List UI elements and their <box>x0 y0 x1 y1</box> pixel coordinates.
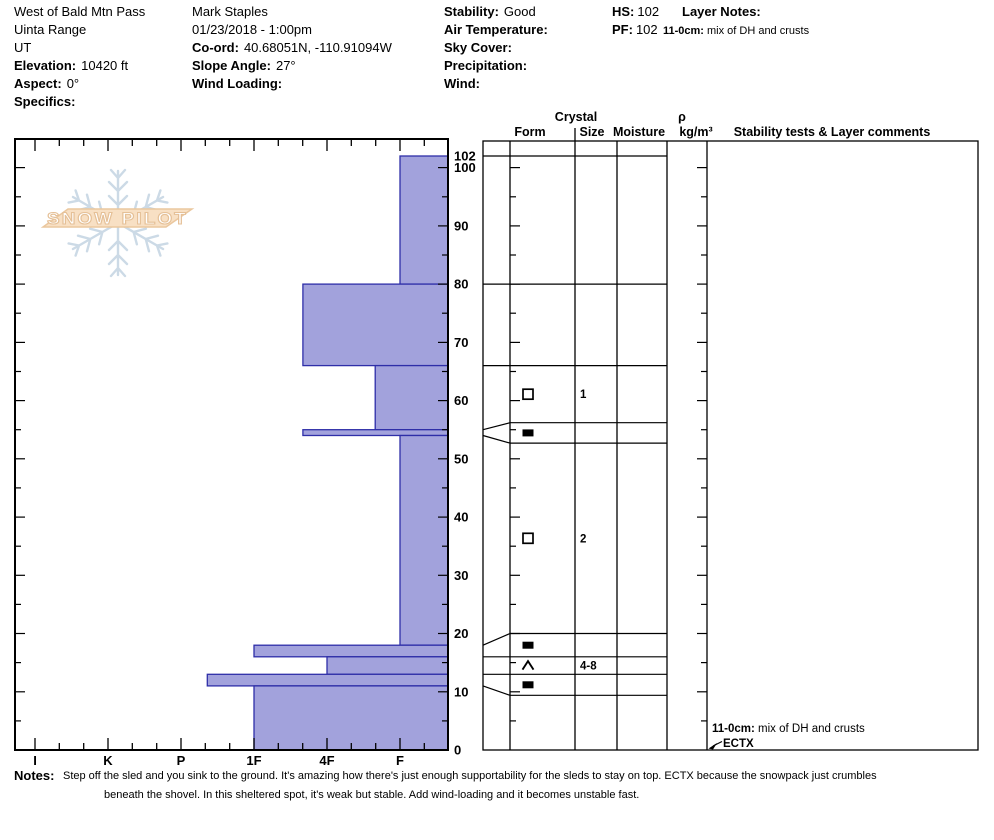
hs-value: 102 <box>637 4 660 19</box>
grain-depth-hoar-icon <box>523 661 534 670</box>
ectx-arrowhead-icon <box>709 743 718 750</box>
wind-loading-label: Wind Loading: <box>192 76 283 91</box>
header-rho: ρ <box>678 110 686 124</box>
logo-text: SNOW PILOT <box>47 209 188 228</box>
hardness-label-4F: 4F <box>319 753 335 768</box>
grain-ice-icon <box>523 429 534 436</box>
depth-label-70: 70 <box>454 334 469 350</box>
grain-faceted-icon <box>523 533 533 543</box>
layer-notes-label: Layer Notes: <box>682 4 761 19</box>
depth-label-102: 102 <box>454 148 476 164</box>
coord-label: Co-ord: <box>192 40 239 55</box>
grain-faceted-icon <box>523 389 533 399</box>
hardness-bars <box>207 156 448 750</box>
depth-label-80: 80 <box>454 276 469 292</box>
layer-bar-102-80cm <box>400 156 448 284</box>
depth-label-60: 60 <box>454 393 469 409</box>
layer-bar-80-66cm <box>303 284 448 366</box>
grain-ice-icon <box>523 642 534 649</box>
notes-line-1: Step off the sled and you sink to the ground. It's amazing how there's just enough supportability for the sleds to stay on top. ECTX because the snowpack just crumbles <box>63 770 877 782</box>
depth-label-30: 30 <box>454 567 469 583</box>
specifics-label: Specifics: <box>14 94 76 109</box>
layer-bar-11-0cm <box>254 686 448 750</box>
range-name: Uinta Range <box>14 22 87 37</box>
aspect-value: 0° <box>66 76 80 91</box>
hs-label: HS: <box>612 4 635 19</box>
hardness-label-K: K <box>103 753 113 768</box>
layer-bar-54-18cm <box>400 436 448 646</box>
hardness-axis-labels <box>33 753 404 768</box>
header-crystal: Crystal <box>554 110 598 124</box>
test-result-ectx: ECTX <box>723 738 754 750</box>
sky-cover-label: Sky Cover: <box>444 40 512 55</box>
layer-bar-55-54cm <box>303 430 448 436</box>
stability-label: Stability: <box>444 4 499 19</box>
hardness-label-F: F <box>396 753 404 768</box>
layer-bar-18-16cm <box>254 645 448 657</box>
grain-ice-icon <box>523 681 534 688</box>
header-form: Form <box>514 125 546 139</box>
notes-label: Notes: <box>14 768 55 783</box>
grain-size-value: 2 <box>580 533 587 546</box>
hardness-label-P: P <box>176 753 186 768</box>
layer-bar-66-55cm <box>375 366 448 430</box>
layer-note-text: mix of DH and crusts <box>706 25 810 37</box>
hardness-label-I: I <box>33 753 37 768</box>
depth-label-100: 100 <box>454 160 476 176</box>
panel-headers <box>514 110 930 139</box>
stability-value: Good <box>503 4 536 19</box>
pf-value: 102 <box>635 22 658 37</box>
air-temp-label: Air Temperature: <box>444 22 548 37</box>
header-stability-comments: Stability tests & Layer comments <box>733 125 931 139</box>
aspect-label: Aspect: <box>14 76 62 91</box>
slope-angle-value: 27° <box>275 58 296 73</box>
header-size: Size <box>579 125 605 139</box>
layer-comments <box>709 723 866 750</box>
obs-datetime: 01/23/2018 - 1:00pm <box>192 22 312 37</box>
wind-label: Wind: <box>444 76 480 91</box>
header-rho-units: kg/m³ <box>679 125 713 139</box>
layer-bar-13-11cm <box>207 674 448 686</box>
crystal-symbols <box>523 389 598 688</box>
comment-11-0cm: 11-0cm: mix of DH and crusts <box>712 723 865 735</box>
pf-label: PF: <box>612 22 633 37</box>
location-name: West of Bald Mtn Pass <box>14 4 146 19</box>
state-name: UT <box>14 40 32 55</box>
snowpilot-logo <box>43 170 192 276</box>
grain-size-value: 1 <box>580 389 587 402</box>
hardness-label-1F: 1F <box>246 753 262 768</box>
elevation-value: 10420 ft <box>81 58 129 73</box>
notes-line-2: beneath the shovel. In this sheltered spot, it's weak but stable. Add wind-loading and it becomes unstable fast. <box>104 789 640 801</box>
depth-label-90: 90 <box>454 218 469 234</box>
grain-size-value: 4-8 <box>580 660 597 673</box>
elevation-label: Elevation: <box>14 58 77 73</box>
observer-name: Mark Staples <box>192 4 268 19</box>
precipitation-label: Precipitation: <box>444 58 528 73</box>
depth-axis-ticks <box>15 168 448 721</box>
header-moisture: Moisture <box>612 125 666 139</box>
layer-bar-16-13cm <box>327 657 448 675</box>
depth-label-10: 10 <box>454 684 469 700</box>
coord-value: 40.68051N, -110.91094W <box>243 40 392 55</box>
depth-label-20: 20 <box>454 626 469 641</box>
slope-angle-label: Slope Angle: <box>192 58 271 73</box>
depth-label-0: 0 <box>454 742 462 758</box>
panel-layer-lines <box>483 156 707 721</box>
depth-label-50: 50 <box>454 451 469 467</box>
layer-note-depth: 11-0cm: <box>663 25 704 37</box>
depth-axis-labels <box>454 149 476 758</box>
depth-label-40: 40 <box>454 509 469 525</box>
